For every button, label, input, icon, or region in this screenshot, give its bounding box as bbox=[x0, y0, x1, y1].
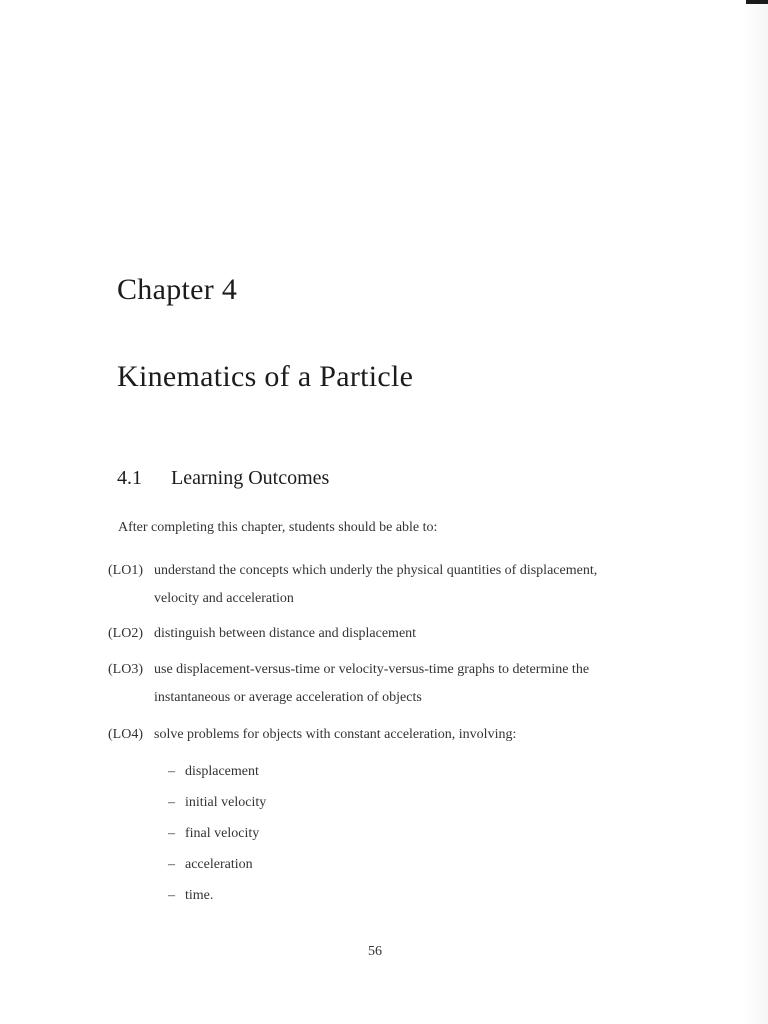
section-number: 4.1 bbox=[117, 467, 142, 489]
outcome-text-line: distinguish between distance and displacement bbox=[154, 626, 417, 641]
list-item bbox=[168, 824, 266, 855]
list-item bbox=[168, 855, 266, 886]
page-edge-shadow bbox=[742, 0, 768, 1024]
learning-outcome-4 bbox=[108, 725, 668, 745]
chapter-label: Chapter 4 bbox=[117, 273, 238, 306]
list-item-text: acceleration bbox=[185, 857, 253, 872]
outcome-label: (LO1) bbox=[108, 563, 143, 578]
outcome-label: (LO2) bbox=[108, 626, 143, 641]
dash-glyph: – bbox=[168, 764, 175, 779]
list-item-text: final velocity bbox=[185, 826, 260, 841]
list-item bbox=[168, 886, 266, 917]
list-item-text: displacement bbox=[185, 764, 259, 779]
dash-glyph: – bbox=[168, 795, 175, 810]
intro-paragraph: After completing this chapter, students should be able to: bbox=[118, 520, 438, 535]
outcome-text-line: velocity and acceleration bbox=[154, 591, 294, 606]
learning-outcome-2 bbox=[108, 624, 668, 644]
outcome-label: (LO4) bbox=[108, 727, 143, 742]
list-item-text: time. bbox=[185, 888, 214, 903]
outcome-label: (LO3) bbox=[108, 662, 143, 677]
dash-glyph: – bbox=[168, 857, 175, 872]
outcome-text-line: instantaneous or average acceleration of objects bbox=[154, 690, 422, 705]
scan-mark bbox=[746, 0, 768, 4]
dash-glyph: – bbox=[168, 826, 175, 841]
list-item bbox=[168, 762, 266, 793]
page-number: 56 bbox=[368, 944, 382, 959]
section-title: Learning Outcomes bbox=[171, 467, 330, 489]
section-heading bbox=[117, 464, 329, 492]
list-item bbox=[168, 793, 266, 824]
chapter-title: Kinematics of a Particle bbox=[117, 360, 414, 393]
outcome-text-line: understand the concepts which underly the physical quantities of displacement, bbox=[154, 563, 598, 578]
learning-outcome-3 bbox=[108, 660, 668, 708]
outcome-text-line: use displacement-versus-time or velocity-versus-time graphs to determine the bbox=[154, 662, 590, 677]
dash-glyph: – bbox=[168, 888, 175, 903]
sub-item-list bbox=[168, 762, 266, 917]
outcome-text-line: solve problems for objects with constant acceleration, involving: bbox=[154, 727, 517, 742]
list-item-text: initial velocity bbox=[185, 795, 267, 810]
learning-outcome-1 bbox=[108, 561, 668, 609]
